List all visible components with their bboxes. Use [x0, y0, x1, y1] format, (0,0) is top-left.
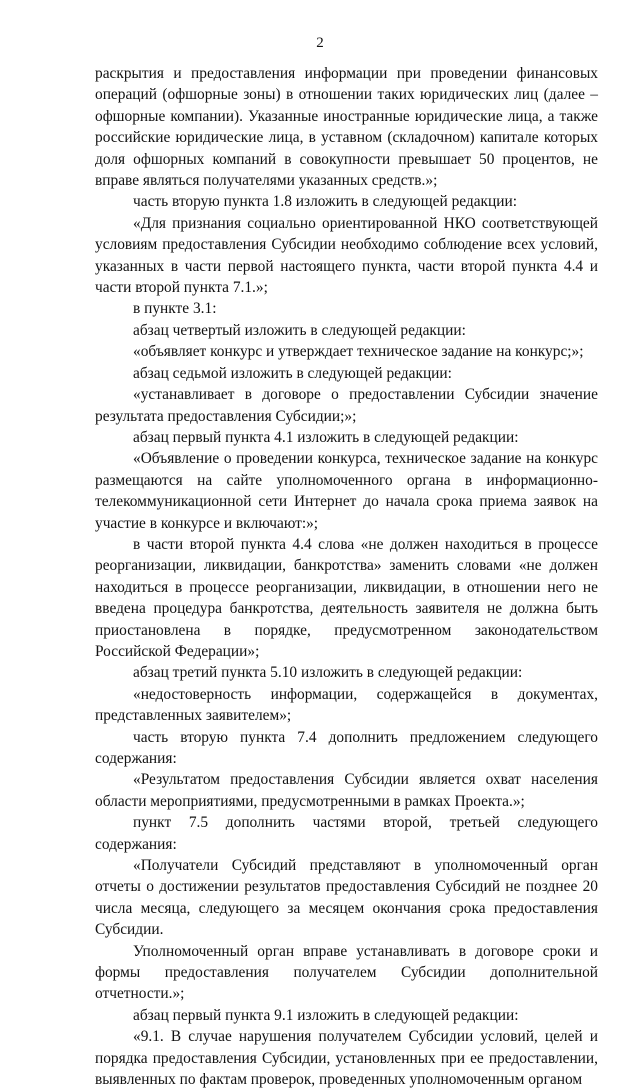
paragraph: «объявляет конкурс и утверждает техническое задание на конкурс;»; — [133, 343, 584, 361]
paragraph: «Для признания социально ориентированной НКО соответствующей условиям предоставления Субсидии необходимо соблюдение всех условий, указанных в части первой настоящего пункта, части второй пункта 4.4 и части второй пункта 7.1.»; — [95, 214, 598, 297]
paragraph: абзац четвертый изложить в следующей редакции: — [133, 321, 466, 339]
paragraph: абзац третий пункта 5.10 изложить в следующей редакции: — [133, 664, 523, 682]
paragraph: пункт 7.5 дополнить частями второй, третьей следующего содержания: — [95, 814, 598, 853]
paragraph: абзац первый пункта 4.1 изложить в следующей редакции: — [133, 428, 519, 446]
document-body — [95, 63, 598, 1091]
paragraph: в части второй пункта 4.4 слова «не должен находиться в процессе реорганизации, ликвидации, банкротства» заменить словами «не должен находиться в процессе реорганизации, ликвидации, в отношении него не введена процедура банкротства, деятельность заявителя не должна быть приостановлена в порядке, предусмотренном законодательством Российской Федерации»; — [95, 535, 598, 660]
paragraph: «9.1. В случае нарушения получателем Субсидии условий, целей и порядка предоставления Субсидии, установленных при ее предоставлении, выявленных по фактам проверок, проведенных уполномоченным органом — [95, 1028, 598, 1089]
paragraph: «Получатели Субсидий представляют в уполномоченный орган отчеты о достижении результатов предоставления Субсидий не позднее 20 числа месяца, следующего за месяцем окончания срока предоставления Субсидии. — [95, 857, 598, 939]
paragraph: абзац первый пункта 9.1 изложить в следующей редакции: — [133, 1006, 519, 1024]
paragraph: «недостоверность информации, содержащейся в документах, представленных заявителем»; — [95, 685, 598, 725]
paragraph: «Результатом предоставления Субсидии является охват населения области мероприятиями, предусмотренными в рамках Проекта.»; — [95, 771, 598, 810]
paragraph: абзац седьмой изложить в следующей редакции: — [133, 364, 452, 382]
paragraph: часть вторую пункта 7.4 дополнить предложением следующего содержания: — [95, 728, 598, 767]
paragraph: в пункте 3.1: — [133, 300, 217, 318]
paragraph: «устанавливает в договоре о предоставлении Субсидии значение результата предоставления Субсидии;»; — [95, 386, 598, 425]
paragraph: раскрытия и предоставления информации при проведении финансовых операций (офшорные зоны) в отношении таких юридических лиц (далее – офшорные компании). Указанные иностранные юридические лица, а также российские юридические лица, в уставном (складочном) капитале которых доля офшорных компаний в совокупности превышает 50 процентов, не вправе являться получателями указанных средств.»; — [95, 65, 598, 190]
page-number: 2 — [316, 35, 324, 51]
paragraph: часть вторую пункта 1.8 изложить в следующей редакции: — [133, 193, 518, 211]
paragraph: Уполномоченный орган вправе устанавливать в договоре сроки и формы предоставления получателем Субсидии дополнительной отчетности.»; — [95, 942, 598, 1003]
paragraph: «Объявление о проведении конкурса, техническое задание на конкурс размещаются на сайте уполномоченного органа в информационно-телекоммуникационной сети Интернет до начала срока приема заявок на участие в конкурсе и включают:»; — [95, 450, 598, 532]
